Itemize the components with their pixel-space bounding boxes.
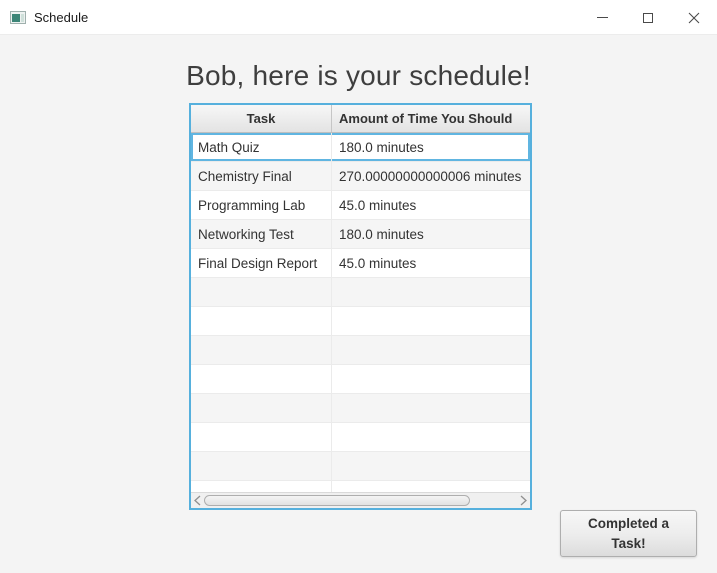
- scroll-left-button[interactable]: [191, 493, 204, 508]
- close-icon: [688, 12, 700, 24]
- time-cell: [332, 278, 530, 306]
- column-header-task[interactable]: Task: [191, 105, 332, 132]
- chevron-left-icon: [194, 495, 201, 506]
- time-cell: [332, 394, 530, 422]
- task-cell: [191, 452, 332, 480]
- caption-buttons: [579, 0, 717, 35]
- time-cell: [332, 365, 530, 393]
- table-row[interactable]: [191, 452, 530, 481]
- task-cell: [191, 307, 332, 335]
- task-cell: Chemistry Final: [191, 162, 332, 190]
- task-cell: [191, 423, 332, 451]
- minimize-button[interactable]: [579, 0, 625, 35]
- table-header: [191, 105, 530, 133]
- maximize-icon: [643, 13, 653, 23]
- time-cell: 180.0 minutes: [339, 226, 424, 242]
- time-cell: 45.0 minutes: [339, 255, 417, 271]
- time-cell: [332, 452, 530, 480]
- scroll-right-button[interactable]: [517, 493, 530, 508]
- table-row[interactable]: [191, 162, 530, 191]
- task-cell: [191, 365, 332, 393]
- schedule-table: [189, 103, 532, 510]
- task-cell: Networking Test: [191, 220, 332, 248]
- task-cell: [191, 336, 332, 364]
- table-row[interactable]: [191, 365, 530, 394]
- page-title: Bob, here is your schedule!: [186, 60, 531, 91]
- horizontal-scrollbar[interactable]: [191, 492, 530, 508]
- time-cell: 45.0 minutes: [339, 197, 417, 213]
- time-cell: [332, 336, 530, 364]
- completed-task-button[interactable]: Completed a Task!: [560, 510, 697, 557]
- window-title: Schedule: [34, 9, 89, 25]
- column-header-time[interactable]: Amount of Time You Should: [339, 111, 513, 126]
- table-row[interactable]: [191, 394, 530, 423]
- table-row[interactable]: [191, 307, 530, 336]
- titlebar: [0, 0, 717, 35]
- close-button[interactable]: [671, 0, 717, 35]
- table-row[interactable]: [191, 278, 530, 307]
- task-cell: Math Quiz: [191, 133, 332, 161]
- table-row[interactable]: [191, 220, 530, 249]
- table-row[interactable]: [191, 249, 530, 278]
- time-cell: [332, 307, 530, 335]
- task-cell: [191, 394, 332, 422]
- maximize-button[interactable]: [625, 0, 671, 35]
- time-cell: 270.00000000000006 minutes: [339, 168, 522, 184]
- time-cell: [332, 423, 530, 451]
- task-cell: Final Design Report: [191, 249, 332, 277]
- chevron-right-icon: [520, 495, 527, 506]
- minimize-icon: [597, 17, 608, 18]
- scrollbar-thumb[interactable]: [204, 495, 470, 506]
- table-row[interactable]: [191, 423, 530, 452]
- time-cell: 180.0 minutes: [339, 139, 424, 155]
- app-icon: [10, 11, 26, 24]
- table-row[interactable]: [191, 336, 530, 365]
- table-row[interactable]: [191, 191, 530, 220]
- task-cell: Programming Lab: [191, 191, 332, 219]
- table-body: [191, 133, 530, 508]
- task-cell: [191, 278, 332, 306]
- table-row[interactable]: [191, 133, 530, 162]
